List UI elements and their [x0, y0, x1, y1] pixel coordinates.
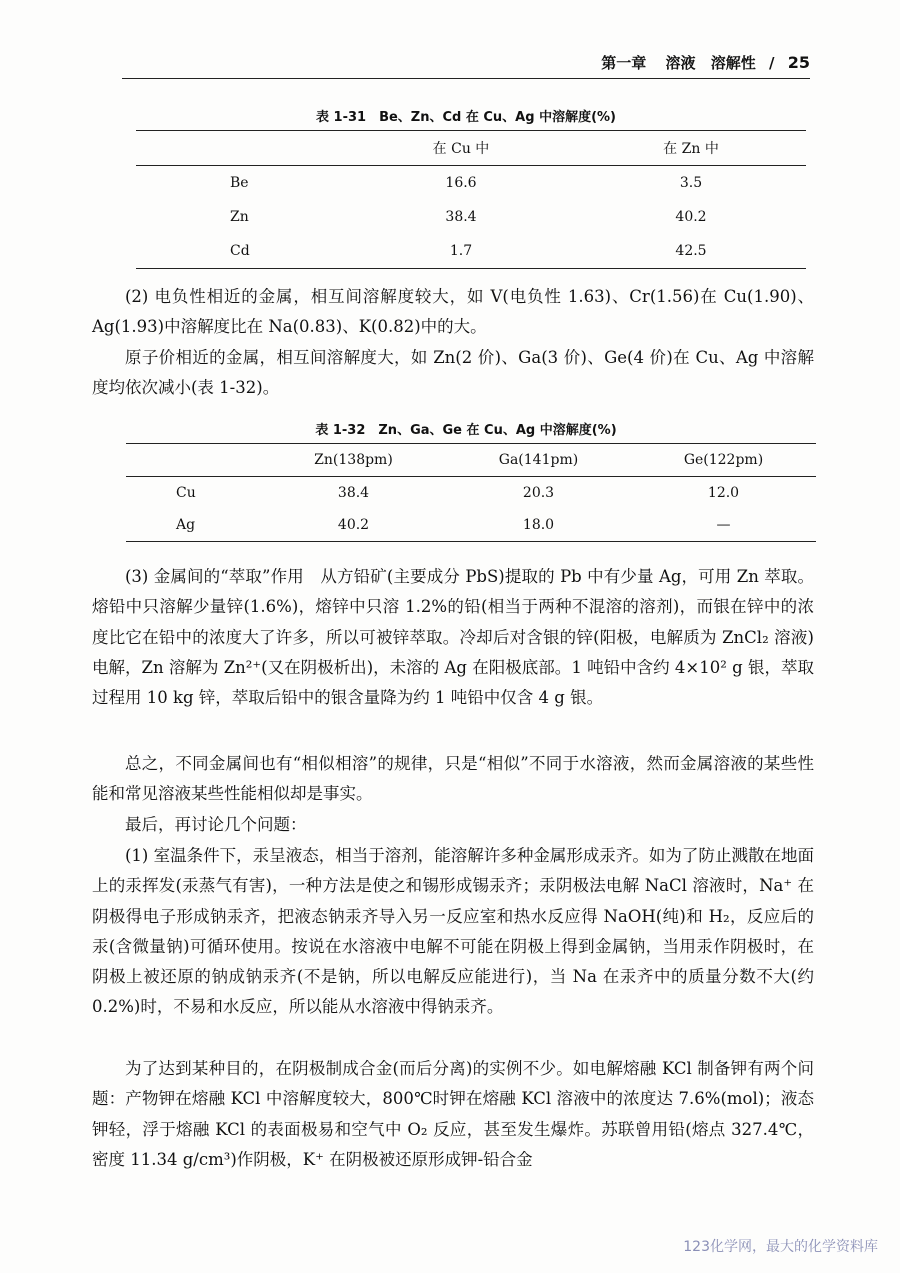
row-label: Be — [230, 175, 249, 191]
table-header-cell: Ge(122pm) — [631, 444, 816, 477]
paragraph-valence: 原子价相近的金属，相互间溶解度大，如 Zn(2 价)、Ga(3 价)、Ge(4 价)在 Cu、Ag 中溶解度均依次减小(表 1-32)。 — [92, 348, 814, 398]
paragraph-potassium: 为了达到某种目的，在阴极制成合金(而后分离)的实例不少。如电解熔融 KCl 制备钾有两个问题：产物钾在熔融 KCl 中溶解度较大，800℃时钾在熔融 KCl 溶液中的浓度达 7.6%(mol)；液态钾轻，浮于熔融 KCl 的表面极易和空气中 O₂ 反应，甚至发生爆炸。苏联曾用铅(熔点 327.4℃，密度 11.34 g/cm³)作阴极，K⁺ 在阴极被还原形成钾-铅合金 — [92, 1059, 814, 1169]
table-header-cell: Ga(141pm) — [446, 444, 631, 477]
paragraph-summary: 总之，不同金属间也有“相似相溶”的规律，只是“相似”不同于水溶液，然而金属溶液的某些性能和常见溶液某些性能相似却是事实。 — [92, 754, 814, 804]
table-header-cell — [126, 444, 261, 477]
table-header-cell — [136, 131, 346, 166]
table-cell: 38.4 — [445, 209, 477, 225]
table-cell: 18.0 — [446, 509, 631, 542]
table-cell: — — [631, 509, 816, 542]
paragraph-intro-questions: 最后，再讨论几个问题： — [125, 815, 307, 834]
paragraph-mercury: (1) 室温条件下，汞呈液态，相当于溶剂，能溶解许多种金属形成汞齐。如为了防止溅散在地面上的汞挥发(汞蒸气有害)，一种方法是使之和锡形成锡汞齐；汞阴极法电解 NaCl 溶液时，Na⁺ 在阴极得电子形成钠汞齐，把液态钠汞齐导入另一反应室和热水反应得 NaOH(纯)和 H₂，反应后的汞(含微量钠)可循环使用。按说在水溶液中电解不可能在阴极上得到金属钠，当用汞作阴极时，在阴极上被还原的钠成钠汞齐(不是钠，所以电解反应能进行)，当 Na 在汞齐中的质量分数不大(约 0.2%)时，不易和水反应，所以能从水溶液中得钠汞齐。 — [92, 846, 814, 1017]
table-cell: 42.5 — [576, 234, 806, 269]
chapter-title-1: 溶液 — [665, 54, 696, 72]
table-cell: 3.5 — [679, 175, 703, 191]
table-cell: 38.4 — [337, 485, 370, 501]
table-header-cell: 在 Zn 中 — [576, 131, 806, 166]
watermark-text: 123化学网，最大的化学资料库 — [683, 1239, 878, 1255]
chapter-title-2: 溶解性 — [710, 54, 756, 72]
table-row — [136, 200, 806, 234]
page-number: 25 — [787, 53, 810, 72]
table-cell: 1.7 — [346, 234, 576, 269]
table1-caption: 表 1-31 Be、Zn、Cd 在 Cu、Ag 中溶解度(%) — [316, 110, 616, 125]
table-row — [126, 477, 816, 510]
row-label: Zn — [230, 209, 249, 225]
table-cell: 40.2 — [261, 509, 446, 542]
table2-header-row — [126, 444, 816, 477]
header-separator: / — [769, 54, 775, 72]
chapter-label: 第一章 — [601, 54, 647, 72]
table-row — [136, 234, 806, 269]
table2 — [126, 443, 816, 542]
row-label: Ag — [126, 509, 261, 542]
table-row — [126, 509, 816, 542]
table-cell: 20.3 — [522, 485, 555, 501]
table1 — [136, 130, 806, 269]
row-label: Cd — [136, 234, 346, 269]
paragraph-electronegativity: (2) 电负性相近的金属，相互间溶解度较大，如 V(电负性 1.63)、Cr(1.56)在 Cu(1.90)、Ag(1.93)中溶解度比在 Na(0.83)、K(0.82)中的大。 — [92, 287, 814, 337]
table2-caption: 表 1-32 Zn、Ga、Ge 在 Cu、Ag 中溶解度(%) — [315, 423, 617, 438]
table1-header-row — [136, 131, 806, 166]
running-header — [122, 52, 810, 79]
paragraph-extraction: (3) 金属间的“萃取”作用 从方铅矿(主要成分 PbS)提取的 Pb 中有少量 Ag，可用 Zn 萃取。熔铅中只溶解少量锌(1.6%)，熔锌中只溶 1.2%的铅(相当于两种不混溶的溶剂)，而银在锌中的浓度比它在铅中的浓度大了许多，所以可被锌萃取。冷却后对含银的锌(阳极，电解质为 ZnCl₂ 溶液)电解，Zn 溶解为 Zn²⁺(又在阴极析出)，未溶的 Ag 在阳极底部。1 吨铅中含约 4×10² g 银，萃取过程用 10 kg 锌，萃取后铅中的银含量降为约 1 吨铅中仅含 4 g 银。 — [92, 567, 814, 708]
table-header-cell: Zn(138pm) — [261, 444, 446, 477]
table-cell: 12.0 — [707, 485, 740, 501]
table-cell: 40.2 — [675, 209, 707, 225]
table-cell: 16.6 — [445, 175, 477, 191]
table-header-cell: 在 Cu 中 — [346, 131, 576, 166]
table-row — [136, 166, 806, 201]
row-label: Cu — [176, 485, 196, 501]
